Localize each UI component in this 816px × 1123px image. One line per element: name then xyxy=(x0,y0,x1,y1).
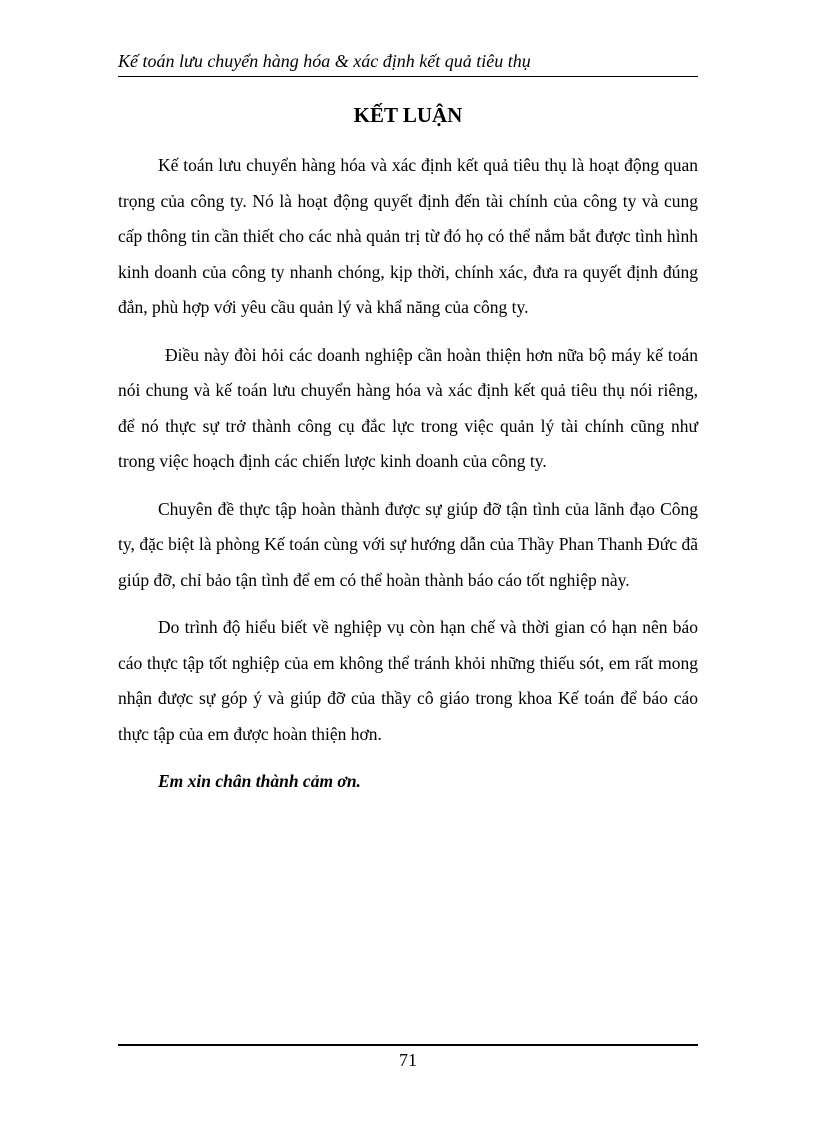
body-text xyxy=(118,148,698,800)
paragraph-1: Kế toán lưu chuyển hàng hóa và xác định kết quả tiêu thụ là hoạt động quan trọng của công ty. Nó là hoạt động quyết định đến tài chính của công ty và cung cấp thông tin cần thiết cho các nhà quản trị từ đó họ có thể nắm bắt được tình hình kinh doanh của công ty nhanh chóng, kịp thời, chính xác, đưa ra quyết định đúng đắn, phù hợp với yêu cầu quản lý và khẩ năng của công ty. xyxy=(118,155,698,317)
page-number: 71 xyxy=(399,1050,417,1070)
header-divider xyxy=(118,76,698,77)
page-title: KẾT LUẬN xyxy=(353,103,463,127)
paragraph-3: Chuyên đề thực tập hoàn thành được sự giúp đỡ tận tình của lãnh đạo Công ty, đặc biệt là phòng Kế toán cùng với sự hướng dẫn của Thầy Phan Thanh Đức đã giúp đỡ, chỉ bảo tận tình để em có thể hoàn thành báo cáo tốt nghiệp này. xyxy=(118,498,698,590)
closing-line: Em xin chân thành cảm ơn. xyxy=(158,771,361,791)
paragraph-2: Điều này đòi hỏi các doanh nghiệp cần hoàn thiện hơn nữa bộ máy kế toán nói chung và kế toán lưu chuyển hàng hóa và xác định kết quả tiêu thụ nói riêng, để nó thực sự trở thành công cụ đắc lực trong việc quản lý tài chính cũng như trong việc hoạch định các chiến lược kinh doanh của công ty. xyxy=(118,344,698,471)
footer-divider xyxy=(118,1044,698,1046)
paragraph-4: Do trình độ hiểu biết về nghiệp vụ còn hạn chế và thời gian có hạn nên báo cáo thực tập tốt nghiệp của em không thể tránh khỏi những thiếu sót, em rất mong nhận được sự góp ý và giúp đỡ của thầy cô giáo trong khoa Kế toán để báo cáo thực tập của em được hoàn thiện hơn. xyxy=(118,617,698,744)
running-header: Kế toán lưu chuyển hàng hóa & xác định kết quả tiêu thụ xyxy=(118,51,531,71)
